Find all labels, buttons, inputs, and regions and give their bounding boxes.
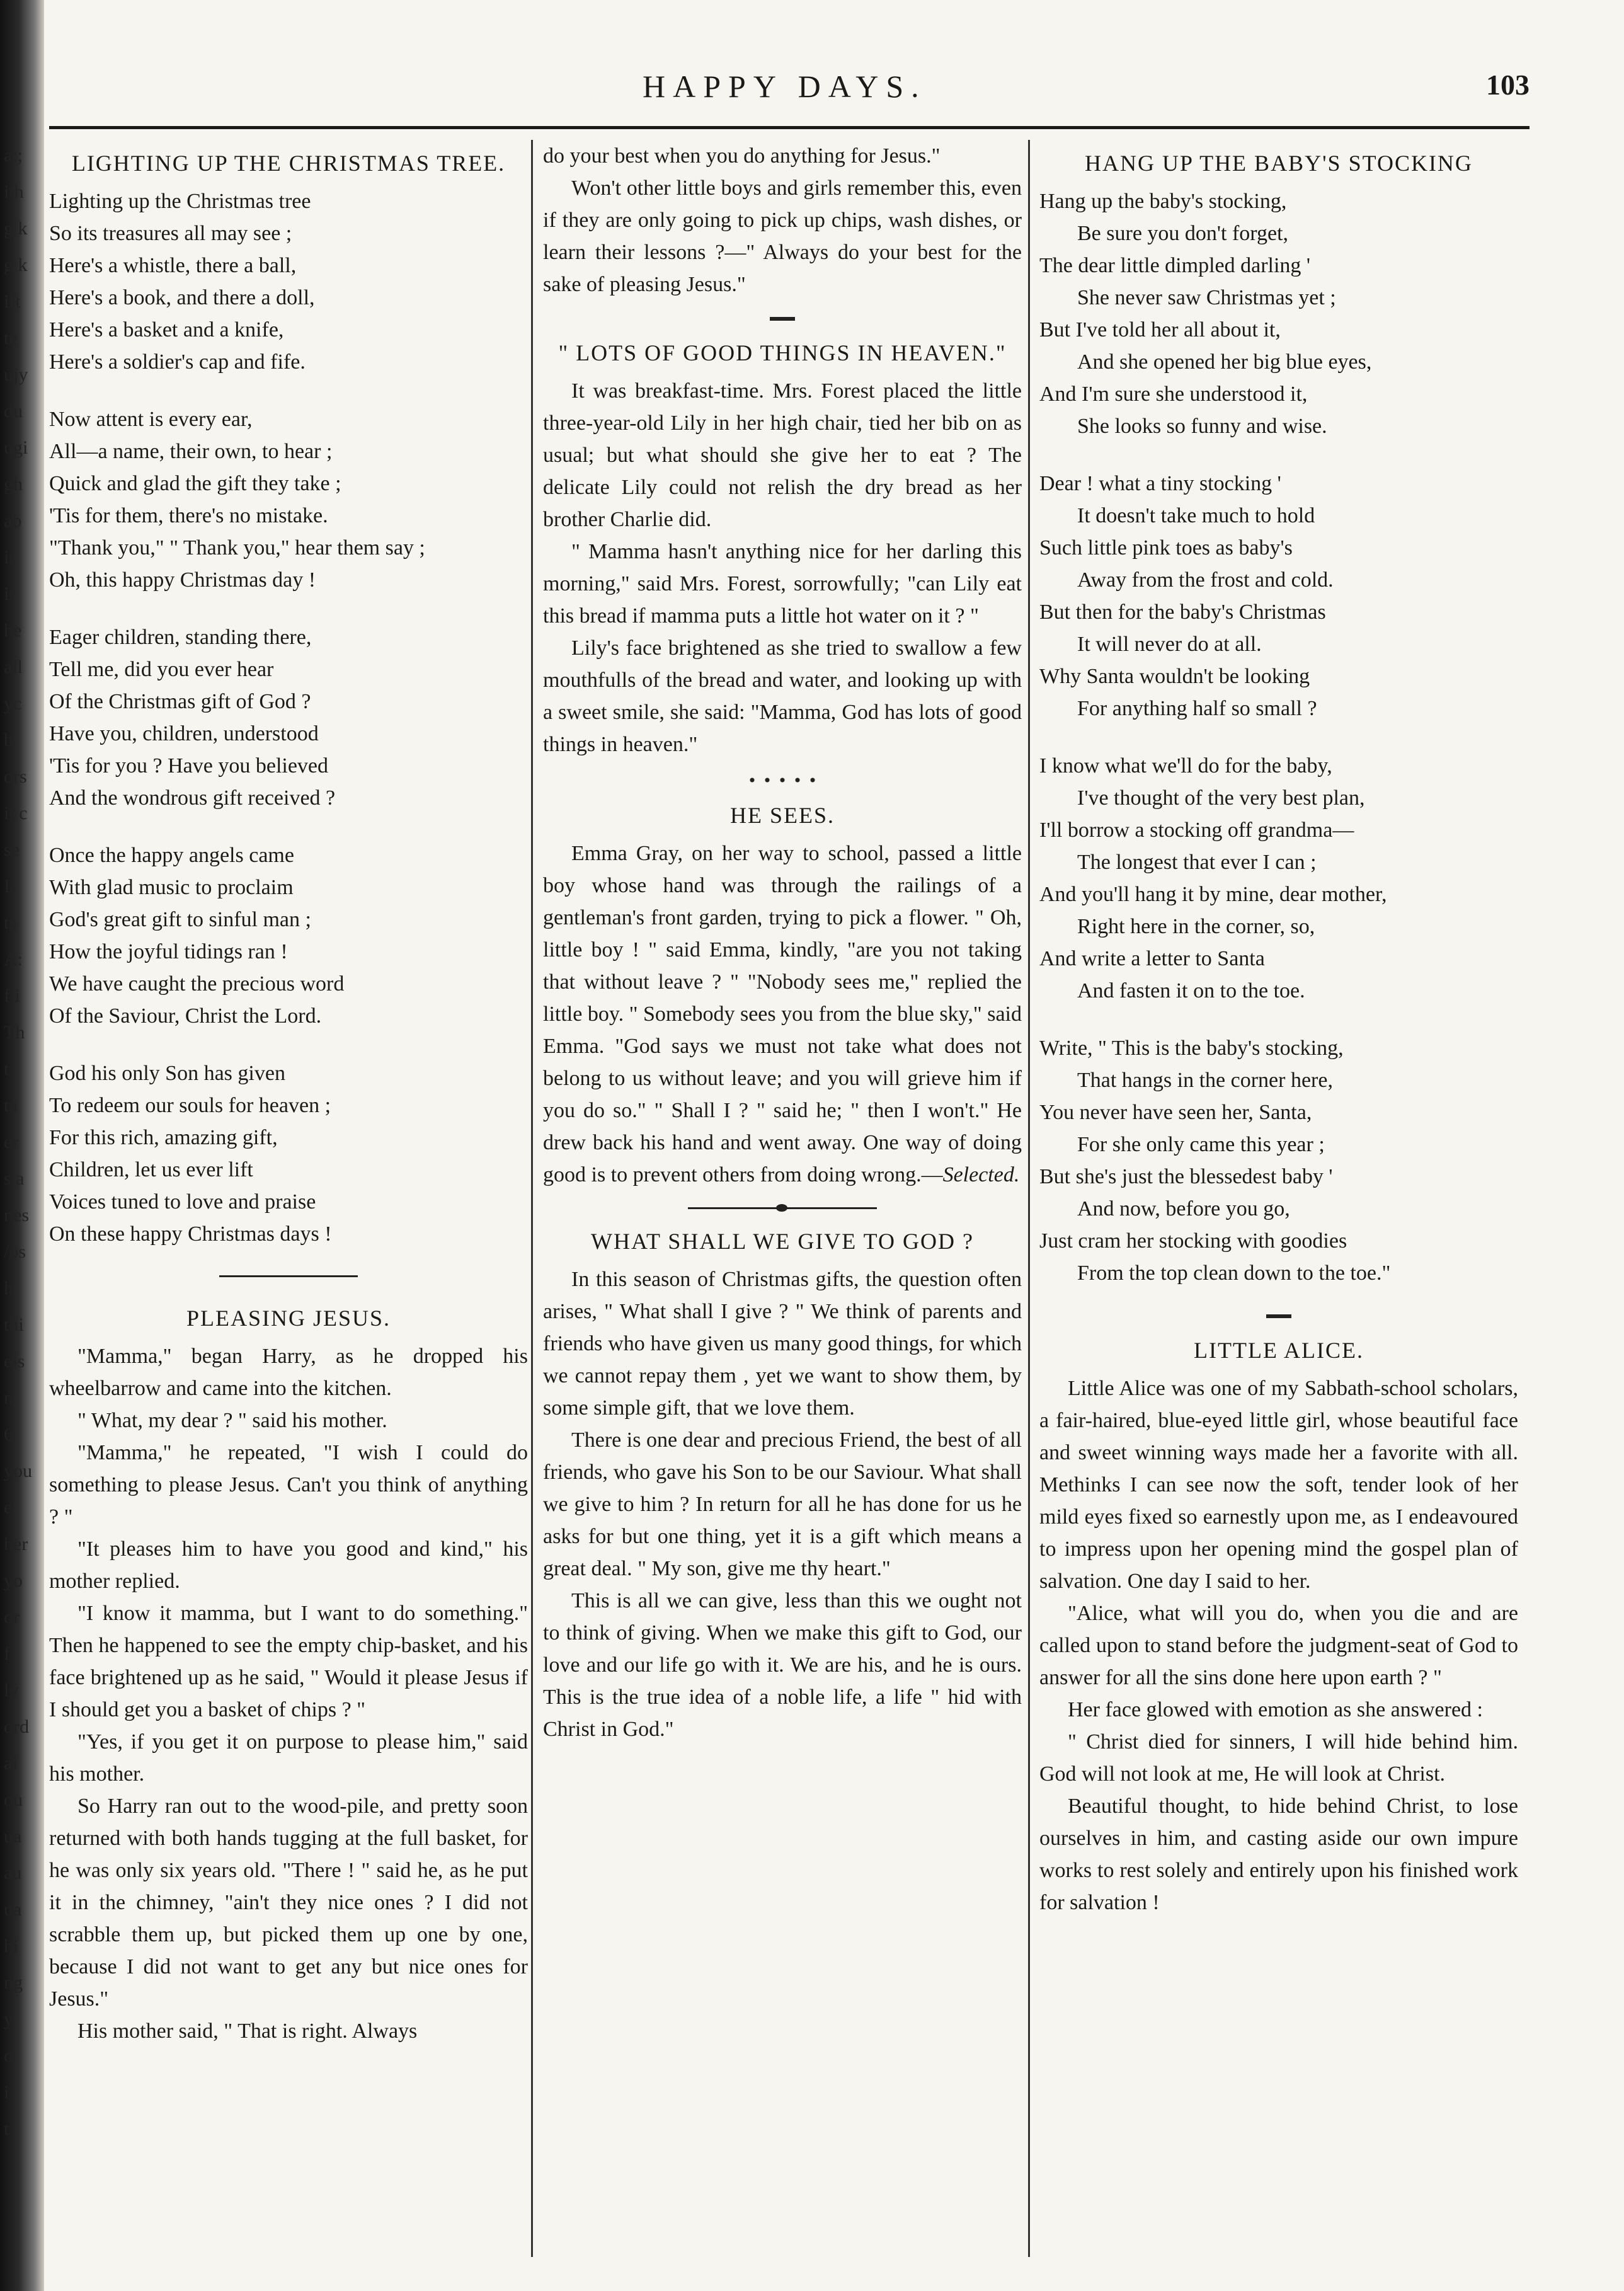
paragraph-text: " Mamma hasn't anything nice for her darling this morning," said Mrs. Forest, sorrowfully; "can Lily eat this bread if mamma puts a little hot water on it ? " [543,540,1022,628]
poem-line: We have caught the precious word [49,972,345,996]
story-title: PLEASING JESUS. [186,1306,391,1331]
margin-fragment: ou [4,1789,23,1810]
margin-fragment: f [4,1643,10,1664]
margin-fragment: ai [4,1753,18,1774]
poem-line: And now, before you go, [1077,1197,1290,1220]
margin-fragment: ta [4,1095,18,1116]
stanza [1039,750,1518,1007]
poem-line: It doesn't take much to hold [1077,504,1315,527]
poem-line: Such little pink toes as baby's [1039,536,1293,560]
margin-fragment: Th [4,1022,25,1043]
margin-fragment: se [4,839,20,860]
poem-line: 'Tis for them, there's no mistake. [49,504,328,527]
margin-fragment: ith [4,181,24,202]
poem-line: Write, " This is the baby's stocking, [1039,1036,1344,1060]
paragraph-text: Beautiful thought, to hide behind Christ, to lose ourselves in him, and casting aside our own impure works to rest solely and entirely upon his finished work for salvation ! [1039,1794,1518,1914]
poem-line: Now attent is every ear, [49,408,253,431]
story-little-alice [1039,1372,1518,1919]
paragraph-text: " What, my dear ? " said his mother. [77,1409,387,1432]
margin-fragment: h [4,1278,13,1299]
story-title: " LOTS OF GOOD THINGS IN HEAVEN." [558,340,1007,365]
margin-fragment: du [4,401,23,422]
margin-fragment: au [4,1863,22,1883]
paragraph-text: Won't other little boys and girls remember this, even if they are only going to pick up chips, wash dishes, or learn their lessons ?—" Always do your best for the sake of pleasing Jesus." [543,176,1022,296]
margin-fragment: or [4,1607,20,1628]
paragraph-text: "Mamma," began Harry, as he dropped his wheelbarrow and came into the kitchen. [49,1345,528,1400]
paragraph [1039,1597,1518,1694]
column-2 [543,140,1022,2270]
paragraph [543,1424,1022,1585]
paragraph [49,1597,528,1726]
paragraph [1039,1372,1518,1597]
poem-line: Just cram her stocking with goodies [1039,1229,1347,1253]
margin-fragment: e [4,1497,13,1518]
poem-line: Of the Christmas gift of God ? [49,690,311,713]
poem-line: Here's a book, and there a doll, [49,286,315,309]
margin-fragment: g k [4,218,28,239]
poem-line: But then for the baby's Christmas [1039,600,1326,624]
poem-baby-stocking [1039,185,1518,1289]
poem-line: Eager children, standing there, [49,626,312,649]
section-divider [219,1275,358,1277]
poem-title: LIGHTING UP THE CHRISTMAS TREE. [71,151,506,176]
paragraph [543,1263,1022,1424]
story-continued [543,140,1022,301]
poem-line: The dear little dimpled darling ' [1039,254,1311,277]
margin-fragment: it [4,547,14,568]
paragraph-text: In this season of Christmas gifts, the question often arises, " What shall I give ? " We think of parents and friends who have given us many good things, for which we cannot repay them , yet we want to show them, by some simple gift, that we love them. [543,1268,1022,1420]
margin-fragment: ujy [4,364,28,385]
paragraph-text: "Yes, if you get it on purpose to please him," said his mother. [49,1730,528,1786]
paragraph-text: Her face glowed with emotion as she answered : [1068,1698,1483,1721]
margin-fragment: f i [4,985,20,1006]
margin-fragment: It [4,876,16,897]
paragraph [49,1437,528,1533]
column-3 [1039,140,1518,2270]
margin-fragment: s a [4,1168,25,1189]
poem-line: It will never do at all. [1077,633,1262,656]
stanza [49,403,528,596]
poem-line: How the joyful tidings ran ! [49,940,288,963]
paragraph-text: Little Alice was one of my Sabbath-school scholars, a fair-haired, blue-eyed little girl, whose beautiful face and sweet winning ways made her a favorite with all. Methinks I can see now the soft, tender look of her mild eyes fixed so earnestly upon me, as I endeavoured to impress upon her opening mind the gospel plan of salvation. One day I said to her. [1039,1377,1518,1593]
poem-line: She never saw Christmas yet ; [1077,286,1336,309]
paragraph-text: So Harry ran out to the wood-pile, and pretty soon returned with both hands tugging at the full basket, for he was only six years old. "There ! " said he, as he put it in the chimney, "ain't they nice ones ? I did not scrabble them up, but picked them up one by one, because I did not want to get any but nice ones for Jesus." [49,1794,528,2011]
poem-line: The longest that ever I can ; [1077,851,1317,874]
margin-fragment: ua [4,1899,22,1920]
poem-line: I've thought of the very best plan, [1077,786,1365,810]
stanza [1039,468,1518,725]
poem-line: From the top clean down to the toe." [1077,1261,1391,1285]
story-title: LITTLE ALICE. [1194,1338,1364,1363]
margin-fragment: ly [4,1680,19,1701]
section-divider [688,1207,877,1209]
margin-fragment: er [4,1132,19,1152]
stanza [1039,185,1518,442]
paragraph [1039,1790,1518,1919]
poem-line: God's great gift to sinful man ; [49,908,311,931]
paragraph [543,837,1022,1191]
section-divider [770,317,795,321]
poem-line: Why Santa wouldn't be looking [1039,665,1310,688]
margin-fragment: you [4,1461,32,1481]
margin-fragment: ua [4,1826,22,1847]
poem-line: For this rich, amazing gift, [49,1126,278,1149]
poem-line: That hangs in the corner here, [1077,1069,1333,1092]
poem-line: And the wondrous gift received ? [49,786,336,810]
poem-line: Tell me, did you ever hear [49,658,274,681]
poem-title: HANG UP THE BABY'S STOCKING [1085,151,1473,176]
margin-fragment: t [4,2118,9,2139]
stanza [1039,1032,1518,1289]
stanza [49,839,528,1032]
poem-line: Here's a whistle, there a ball, [49,254,297,277]
poem-line: But she's just the blessedest baby ' [1039,1165,1333,1188]
story-title: HE SEES. [729,803,835,828]
margin-fragment: gh [4,474,23,495]
poem-line: Have you, children, understood [49,722,319,745]
margin-fragment: he [4,620,22,641]
poem-line: Voices tuned to love and praise [49,1190,316,1214]
poem-line: Right here in the corner, so, [1077,915,1315,938]
poem-line: For anything half so small ? [1077,697,1317,720]
header-rule [49,126,1530,129]
paragraph [543,375,1022,536]
poem-lighting-tree [49,185,528,1250]
margin-fragment: ors [4,766,27,787]
paragraph [543,1585,1022,1745]
stanza [49,621,528,814]
poem-line: And you'll hang it by mine, dear mother, [1039,883,1387,906]
poem-line: And she opened her big blue eyes, [1077,350,1372,374]
paragraph-text: "It pleases him to have you good and kind," his mother replied. [49,1537,528,1593]
poem-line: Be sure you don't forget, [1077,222,1289,245]
poem-line: God his only Son has given [49,1062,285,1085]
poem-line: So its treasures all may see ; [49,222,292,245]
column-rule [531,140,533,2257]
paragraph-text: This is all we can give, less than this we ought not to think of giving. When we make this gift to God, our love and our life go with it. We are his, and he is ours. This is the true idea of a noble life, a life " hid with Christ in God." [543,1589,1022,1741]
paragraph-text: "I know it mamma, but I want to do something." Then he happened to see the empty chip-basket, and his face brightened up as he said, " Would it please Jesus if I should get you a basket of chips ? " [49,1602,528,1721]
paragraph [543,632,1022,761]
poem-line: Here's a soldier's cap and fife. [49,350,306,374]
paragraph [49,1726,528,1790]
paragraph [1039,1694,1518,1726]
story-title: WHAT SHALL WE GIVE TO GOD ? [591,1229,974,1254]
paragraph-text: do your best when you do anything for Jesus." [543,144,941,168]
poem-line: And I'm sure she understood it, [1039,382,1308,406]
paragraph [49,2015,528,2047]
poem-line: "Thank you," " Thank you," hear them say ; [49,536,425,560]
paragraph [49,1533,528,1597]
margin-fragment: b [4,730,13,750]
paragraph-text: "Alice, what will you do, when you die and are called upon to stand before the judgment-seat of God to answer for all the sins done here upon earth ? " [1039,1602,1518,1689]
poem-line: Here's a basket and a knife, [49,318,284,342]
margin-fragment: ord [4,1716,29,1737]
margin-fragment: y [4,2009,13,2030]
margin-fragment: nes [4,1205,29,1226]
stanza [49,185,528,378]
paragraph [1039,1726,1518,1790]
margin-fragment: ts [4,912,17,933]
paragraph-text: There is one dear and precious Friend, the best of all friends, who gave his Son to be our Saviour. What shall we give to him ? In return for all he has done for us he asks for but one thing, yet it is a gift which means a great deal. " My son, give me thy heart." [543,1428,1022,1580]
paragraph-text: "Mamma," he repeated, "I wish I could do something to please Jesus. Can't you think of anything ? " [49,1441,528,1529]
poem-line: Quick and glad the gift they take ; [49,472,341,495]
paragraph-text: " Christ died for sinners, I will hide behind him. God will not look at me, He will look at Christ. [1039,1730,1518,1786]
poem-line: With glad music to proclaim [49,876,294,899]
poem-line: Children, let us ever lift [49,1158,253,1181]
section-divider [1266,1314,1291,1318]
poem-line: She looks so funny and wise. [1077,415,1327,438]
story-good-things [543,375,1022,761]
section-divider [745,777,820,783]
paragraph [49,1790,528,2015]
poem-line: For she only came this year ; [1077,1133,1325,1156]
poem-line: Hang up the baby's stocking, [1039,190,1287,213]
paragraph-text: Lily's face brightened as she tried to swallow a few mouthfulls of the bread and water, and looking up with a sweet smile, she said: "Mamma, God has lots of good things in heaven." [543,636,1022,756]
story-give-to-god [543,1263,1022,1745]
poem-line: Oh, this happy Christmas day ! [49,568,316,592]
paragraph [49,1340,528,1404]
margin-fragment: it c [4,803,28,824]
paragraph [543,536,1022,632]
paragraph-text: Emma Gray, on her way to school, passed a little boy whose hand was through the railings of a gentleman's front garden, trying to pick a flower. " Oh, little boy ! " said Emma, kindly, "are you not taking that without leave ? " "Nobody sees me," replied the little boy. " Somebody sees you from the blue sky," said Emma. "God says we must not take what does not belong to us without leave; and you will grieve him if you do so." " Shall I ? " said he; " then I won't." He drew back his hand and went away. One way of doing good is to prevent others from doing wrong.— [543,842,1022,1186]
margin-fragment: i [4,2082,9,2103]
margin-fragment: hi [4,1936,19,1956]
margin-fragment: ugi [4,437,28,458]
paragraph [543,140,1022,172]
margin-fragment: it [4,583,14,604]
margin-fragment: g k [4,255,28,275]
poem-line: And write a letter to Santa [1039,947,1265,970]
margin-fragment: t [4,1059,9,1079]
poem-line: Once the happy angels came [49,844,294,867]
margin-fragment: ab [4,510,22,531]
margin-fragment: her [4,1534,28,1554]
margin-fragment: /os [4,1241,26,1262]
column-1 [49,140,528,2270]
poem-line: On these happy Christmas days ! [49,1222,332,1246]
margin-fragment: te [4,328,18,348]
page-number: 103 [1486,69,1530,101]
margin-fragment: els [4,1351,25,1372]
paragraph [543,172,1022,301]
margin-fragment: ift [4,291,21,312]
poem-line: Of the Saviour, Christ the Lord. [49,1004,322,1028]
margin-fragment: all [4,657,23,677]
margin-fragment: yc [4,693,22,714]
column-rule [1028,140,1030,2257]
paragraph-text: It was breakfast-time. Mrs. Forest placed the little three-year-old Lily in her high chair, tied her bib on as usual; but what should she give her to eat ? The delicate Lily could not relish the dry bread as her brother Charlie did. [543,379,1022,531]
poem-line: I know what we'll do for the baby, [1039,754,1332,778]
margin-fragment: o [4,2045,13,2066]
poem-line: You never have seen her, Santa, [1039,1101,1312,1124]
poem-line: And fasten it on to the toe. [1077,979,1305,1002]
poem-line: But I've told her all about it, [1039,318,1281,342]
poem-line: To redeem our souls for heaven ; [49,1094,331,1117]
margin-fragment: thi [4,1314,24,1335]
running-head-title: HAPPY DAYS. [643,69,927,104]
paragraph-text: His mother said, " That is right. Always [77,2019,418,2043]
stanza [49,1057,528,1250]
story-pleasing-jesus [49,1340,528,2047]
poem-line: 'Tis for you ? Have you believed [49,754,329,778]
poem-line: I'll borrow a stocking off grandma— [1039,818,1354,842]
poem-line: Lighting up the Christmas tree [49,190,311,213]
signature: Selected. [942,1163,1020,1186]
margin-fragment: n [4,1387,13,1408]
paragraph [49,1404,528,1437]
poem-line: Dear ! what a tiny stocking ' [1039,472,1281,495]
poem-line: Away from the frost and cold. [1077,568,1334,592]
story-he-sees [543,837,1022,1191]
margin-fragment: ng [4,1972,23,1993]
margin-fragment: yo [4,1570,23,1591]
margin-fragment: a:; [4,145,23,166]
margin-fragment: 6 [4,1424,13,1445]
poem-line: All—a name, their own, to hear ; [49,440,333,463]
margin-fragment: A: [4,949,23,970]
